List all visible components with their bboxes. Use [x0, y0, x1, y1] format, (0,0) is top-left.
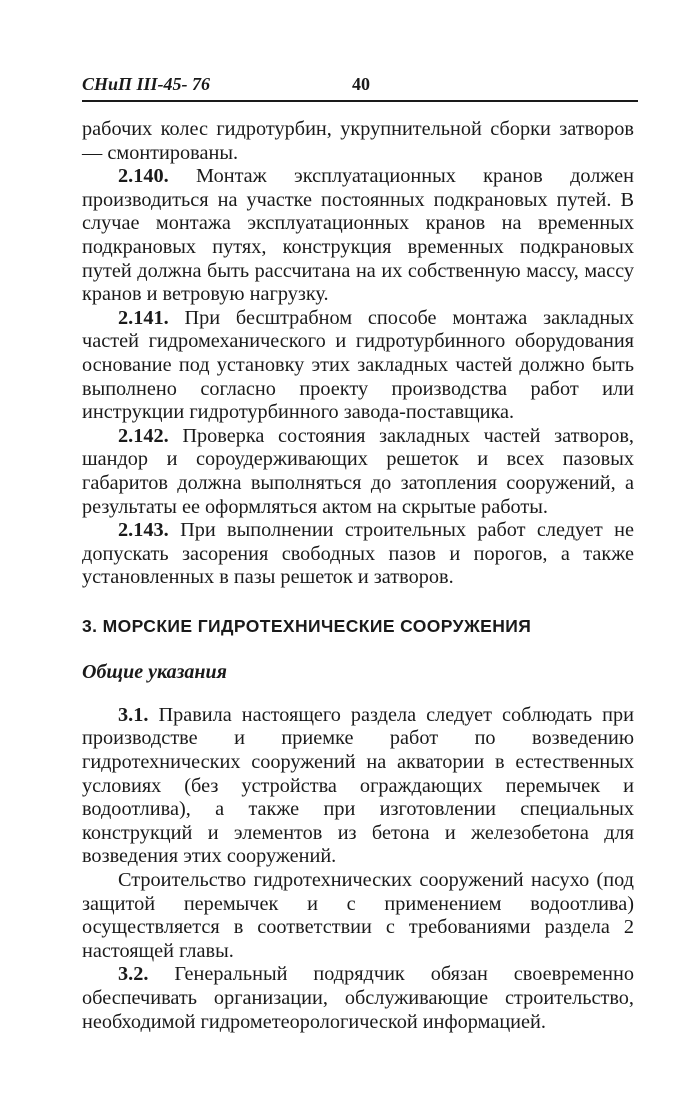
paragraph-text: При бесштрабном способе монтажа закладных частей гидромеханического и гидротурбинного оборудования основание под установку этих закладных частей должно быть выполнено согласно проекту производства работ или инструкции гидротурбинного завода-поставщика. [82, 306, 634, 424]
paragraph-text: Проверка состояния закладных частей затворов, шандор и сороудерживающих решеток и всех пазовых габаритов должна выполняться до затопления сооружений, а результаты ее оформляться актом на скрытые работы. [82, 424, 634, 518]
paragraph-3-1-continued [82, 869, 634, 963]
paragraph-2-143 [82, 519, 634, 590]
paragraph-continuation [82, 118, 634, 165]
document-code: СНиП III-45- 76 [82, 74, 211, 94]
clause-number: 3.2. [118, 963, 149, 986]
paragraph-text: Генеральный подрядчик обязан своевременно обеспечивать организации, обслуживающие строительство, необходимой гидрометеорологической информацией. [82, 963, 635, 1033]
document-body [82, 118, 634, 1034]
clause-number: 3.1. [118, 703, 149, 726]
paragraph-2-140 [82, 165, 634, 307]
clause-number: 2.140. [118, 165, 169, 188]
paragraph-3-2 [82, 963, 634, 1034]
paragraph-2-141 [82, 307, 634, 425]
paragraph-text: Монтаж эксплуатационных кранов должен производиться на участке постоянных подкрановых путей. В случае монтажа эксплуатационных кранов на временных подкрановых путях, конструкция временных подкрановых путей должна быть рассчитана на их собственную массу, массу кранов и ветровую нагрузку. [82, 165, 634, 306]
page-header [82, 74, 638, 102]
clause-number: 2.142. [118, 424, 169, 447]
paragraph-text: Правила настоящего раздела следует соблюдать при производстве и приемке работ по возведению гидротехнических сооружений на акватории в естественных условиях (без устройства ограждающих перемычек и водоотлива), а также при изготовлении специальных конструкций и элементов из бетона и железобетона для возведения этих сооружений. [82, 703, 634, 868]
header-rule [82, 100, 638, 102]
paragraph-2-142 [82, 425, 634, 519]
paragraph-3-1 [82, 704, 634, 869]
clause-number: 2.141. [118, 306, 169, 329]
spacer [82, 590, 634, 616]
section-title: 3. МОРСКИЕ ГИДРОТЕХНИЧЕСКИЕ СООРУЖЕНИЯ [82, 615, 532, 636]
clause-number: 2.143. [118, 519, 169, 542]
paragraph-text: Строительство гидротехнических сооружений насухо (под защитой перемычек и с применением водоотлива) осуществляется в соответствии с требованиями раздела 2 настоящей главы. [82, 869, 634, 962]
spacer [82, 684, 634, 704]
paragraph-text: При выполнении строительных работ следует не допускать засорения свободных пазов и порогов, а также установленных в пазы решеток и затворов. [82, 519, 634, 589]
section-subheading: Общие указания [82, 660, 227, 683]
page-number: 40 [352, 74, 370, 94]
paragraph-text: рабочих колес гидротурбин, укрупнительной сборки затворов — смонтированы. [82, 118, 634, 164]
